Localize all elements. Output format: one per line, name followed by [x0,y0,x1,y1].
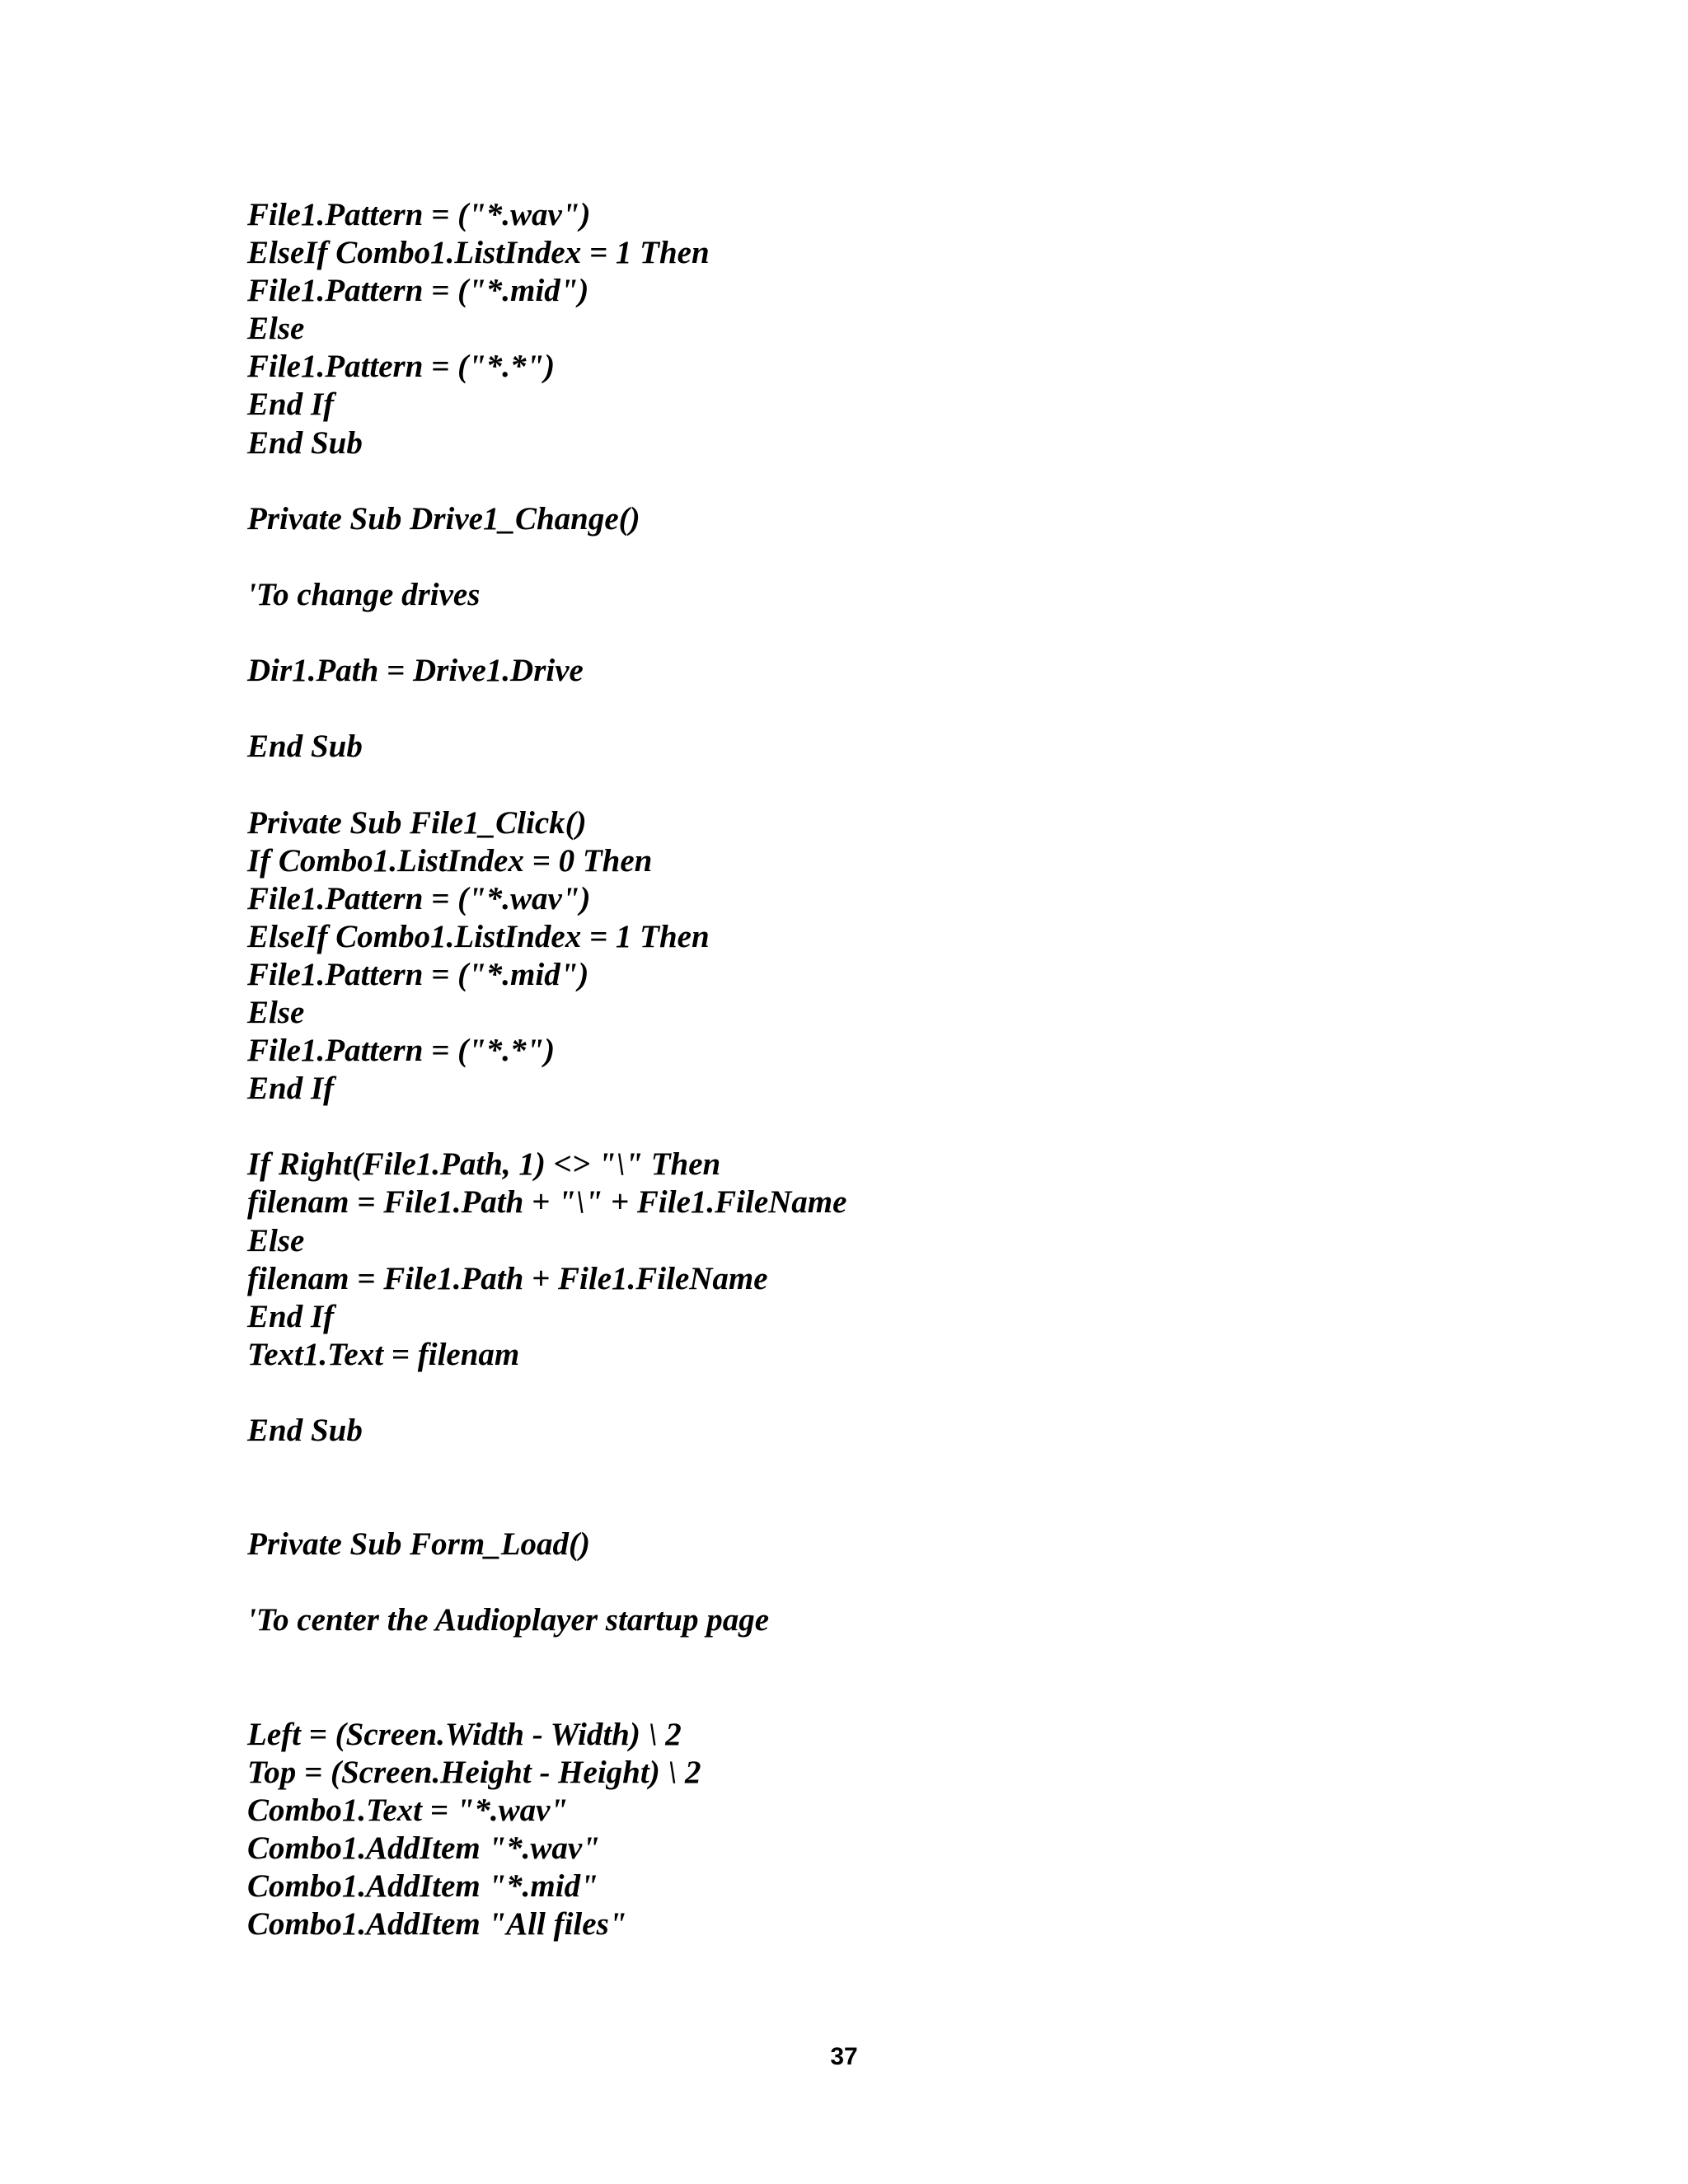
code-line [247,462,1484,500]
code-line: Private Sub Drive1_Change() [247,500,640,537]
code-line [247,1450,1484,1488]
code-line: File1.Pattern = ("*.wav") [247,197,591,232]
code-line [247,538,1484,576]
code-line: File1.Pattern = ("*.mid") [247,956,589,992]
code-line [247,1640,1484,1678]
code-line [247,1563,1484,1601]
code-line: End If [247,1298,335,1334]
code-line: Else [247,994,305,1030]
code-line: Combo1.AddItem "*.mid" [247,1868,598,1905]
code-line: Combo1.AddItem "*.wav" [247,1830,600,1867]
code-line: Dir1.Path = Drive1.Drive [247,653,584,689]
code-line: Combo1.AddItem "All files" [247,1906,627,1943]
code-line: End Sub [247,1413,363,1448]
code-line [247,1108,1484,1146]
code-line: File1.Pattern = ("*.wav") [247,880,591,916]
code-line: filenam = File1.Path + File1.FileName [247,1260,768,1296]
code-line: 'To center the Audioplayer startup page [247,1602,770,1638]
code-line [247,1678,1484,1716]
code-line: Else [247,311,305,347]
code-line: File1.Pattern = ("*.*") [247,1033,556,1069]
code-line [247,614,1484,652]
code-line: Private Sub File1_Click() [247,804,587,841]
code-line: ElseIf Combo1.ListIndex = 1 Then [247,235,710,271]
code-line: File1.Pattern = ("*.mid") [247,273,589,309]
code-line: End Sub [247,729,363,765]
code-line: Top = (Screen.Height - Height) \ 2 [247,1754,701,1790]
code-line: Text1.Text = filenam [247,1336,520,1372]
code-listing [247,196,1484,1943]
code-line: End Sub [247,424,363,461]
code-line: If Combo1.ListIndex = 0 Then [247,842,653,879]
page-number: 37 [830,2043,858,2070]
code-line: File1.Pattern = ("*.*") [247,349,556,385]
code-line: End If [247,387,335,423]
code-line: Left = (Screen.Width - Width) \ 2 [247,1716,682,1752]
code-line [247,1488,1484,1526]
code-line: 'To change drives [247,576,481,612]
code-line [247,1374,1484,1412]
code-line: ElseIf Combo1.ListIndex = 1 Then [247,918,710,954]
code-line: End If [247,1071,335,1107]
code-line: Private Sub Form_Load() [247,1526,590,1563]
code-line: If Right(File1.Path, 1) <> "\" Then [247,1146,721,1183]
code-line: Else [247,1222,305,1258]
code-line [247,690,1484,728]
code-line: Combo1.Text = "*.wav" [247,1792,569,1828]
code-line [247,766,1484,804]
code-line: filenam = File1.Path + "\" + File1.FileName [247,1184,847,1221]
